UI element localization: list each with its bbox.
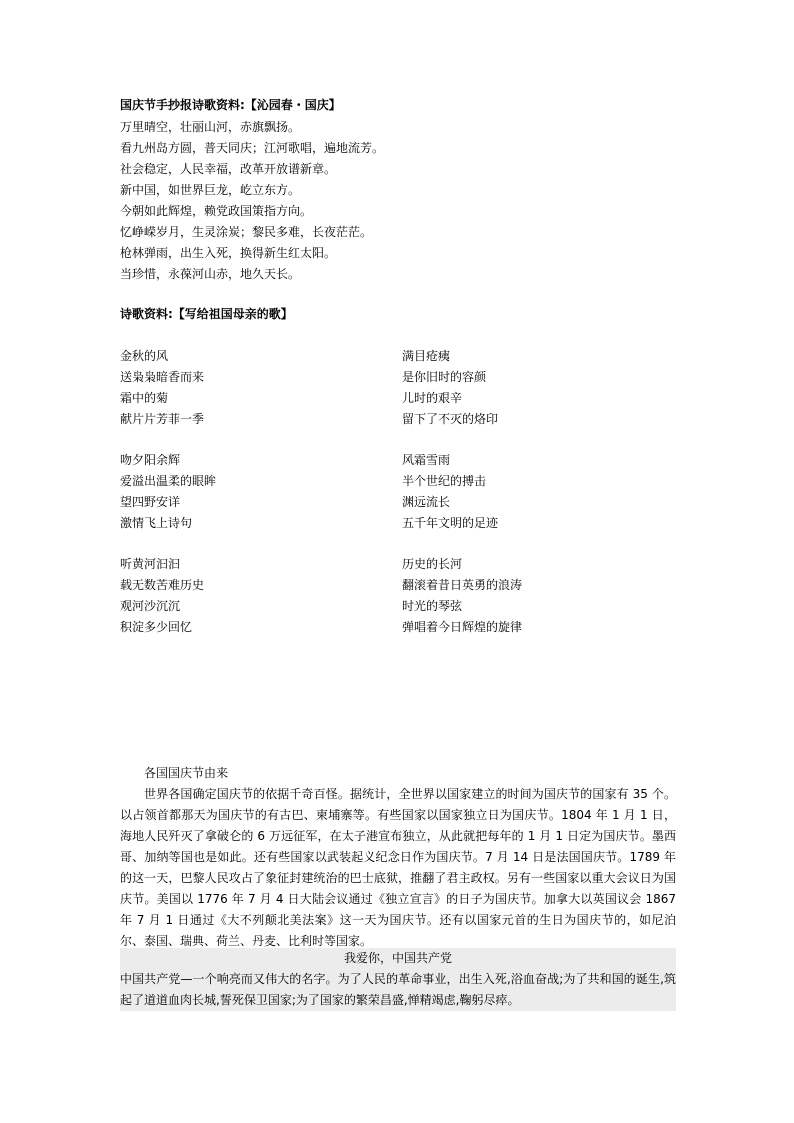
poem1-line: 当珍惜，永葆河山赤，地久天长。 — [120, 267, 301, 281]
poem2-line: 望四野安详 — [120, 495, 181, 509]
poem2-line: 翻滚着昔日英勇的浪涛 — [402, 578, 523, 592]
poem1-line: 忆峥嵘岁月，生灵涂炭；黎民多难，长夜茫茫。 — [120, 225, 373, 239]
poem2-line: 时光的琴弦 — [402, 599, 463, 613]
poem2-stanza — [402, 554, 682, 638]
poem2-line: 半个世纪的搏击 — [402, 474, 487, 488]
poem2-line: 爱溢出温柔的眼眸 — [120, 474, 217, 488]
poem2-left-column — [120, 346, 400, 658]
poem2-stanza — [120, 554, 400, 638]
poem1-line: 新中国，如世界巨龙，屹立东方。 — [120, 183, 301, 197]
poem2-line: 满目疮痍 — [402, 349, 451, 363]
national-day-origin-section — [120, 763, 676, 952]
poem2-line: 听黄河汩汩 — [120, 557, 181, 571]
poem2-line: 五千年文明的足迹 — [402, 516, 499, 530]
poem2-line: 送枭枭暗香而来 — [120, 370, 205, 384]
poem2-line: 积淀多少回忆 — [120, 620, 193, 634]
origin-paragraph: 世界各国确定国庆节的依据千奇百怪。据统计，全世界以国家建立的时间为国庆节的国家有 35 个。以占领首都那天为国庆节的有古巴、柬埔寨等。有些国家以国家独立日为国庆节。1804 年 1 月 1 日，海地人民歼灭了拿破仑的 6 万远征军，在太子港宣布独立，从此就把每年的 1 月 1 日定为国庆节。墨西哥、加纳等国也是如此。还有些国家以武装起义纪念日作为国庆节。7 月 14 日是法国国庆节。1789 年的这一天，巴黎人民攻占了象征封建统治的巴士底狱，推翻了君主政权。另有一些国家以重大会议日为国庆节。美国以 1776 年 7 月 4 日大陆会议通过《独立宣言》的日子为国庆节。加拿大以英国议会 1867 年 7 月 1 日通过《大不列颠北美法案》这一天为国庆节。还有以国家元首的生日为国庆节的，如尼泊尔、泰国、瑞典、荷兰、丹麦、比利时等国家。 — [120, 787, 676, 948]
poem2-line: 留下了不灭的烙印 — [402, 412, 499, 426]
poem2-line: 历史的长河 — [402, 557, 463, 571]
poem2-line: 载无数苦难历史 — [120, 578, 205, 592]
poem2-stanza — [402, 450, 682, 534]
party-paragraph: 中国共产党—一个响亮而又伟大的名字。为了人民的革命事业，出生入死,浴血奋战;为了共和国的诞生,筑起了道道血肉长城,誓死保卫国家;为了国家的繁荣昌盛,惮精竭虑,鞠躬尽瘁。 — [120, 972, 676, 1007]
poem2-stanza — [120, 346, 400, 430]
poem2-right-column — [402, 346, 682, 658]
poem1-lines — [120, 117, 384, 285]
poem2-line: 渊远流长 — [402, 495, 451, 509]
party-title: 我爱你，中国共产党 — [343, 951, 452, 965]
poem1-line: 社会稳定，人民幸福，改革开放谱新章。 — [120, 162, 337, 176]
poem2-heading: 诗歌资料:【写给祖国母亲的歌】 — [120, 307, 293, 321]
poem2-line: 风霜雪雨 — [402, 453, 451, 467]
poem1-heading: 国庆节手抄报诗歌资料:【沁园春・国庆】 — [120, 98, 341, 112]
poem1-line: 今朝如此辉煌，赖党政国策指方向。 — [120, 204, 313, 218]
party-section — [120, 948, 676, 1011]
poem2-line: 霜中的菊 — [120, 391, 169, 405]
poem1-line: 枪林弹雨，出生入死，换得新生红太阳。 — [120, 246, 337, 260]
poem2-line: 金秋的风 — [120, 349, 169, 363]
poem1-line: 看九州岛方圆，普天同庆；江河歌唱，遍地流芳。 — [120, 141, 385, 155]
poem2-line: 是你旧时的容颜 — [402, 370, 487, 384]
poem2-line: 献片片芳菲一季 — [120, 412, 205, 426]
poem1-line: 万里晴空，壮丽山河，赤旗飘扬。 — [120, 120, 301, 134]
poem2-line: 弹唱着今日辉煌的旋律 — [402, 620, 523, 634]
poem2-line: 儿时的艰辛 — [402, 391, 463, 405]
poem2-stanza — [120, 450, 400, 534]
poem2-line: 吻夕阳余辉 — [120, 453, 181, 467]
poem2-line: 激情飞上诗句 — [120, 516, 193, 530]
poem2-line: 观河沙沉沉 — [120, 599, 181, 613]
origin-title: 各国国庆节由来 — [144, 766, 229, 780]
poem2-stanza — [402, 346, 682, 430]
